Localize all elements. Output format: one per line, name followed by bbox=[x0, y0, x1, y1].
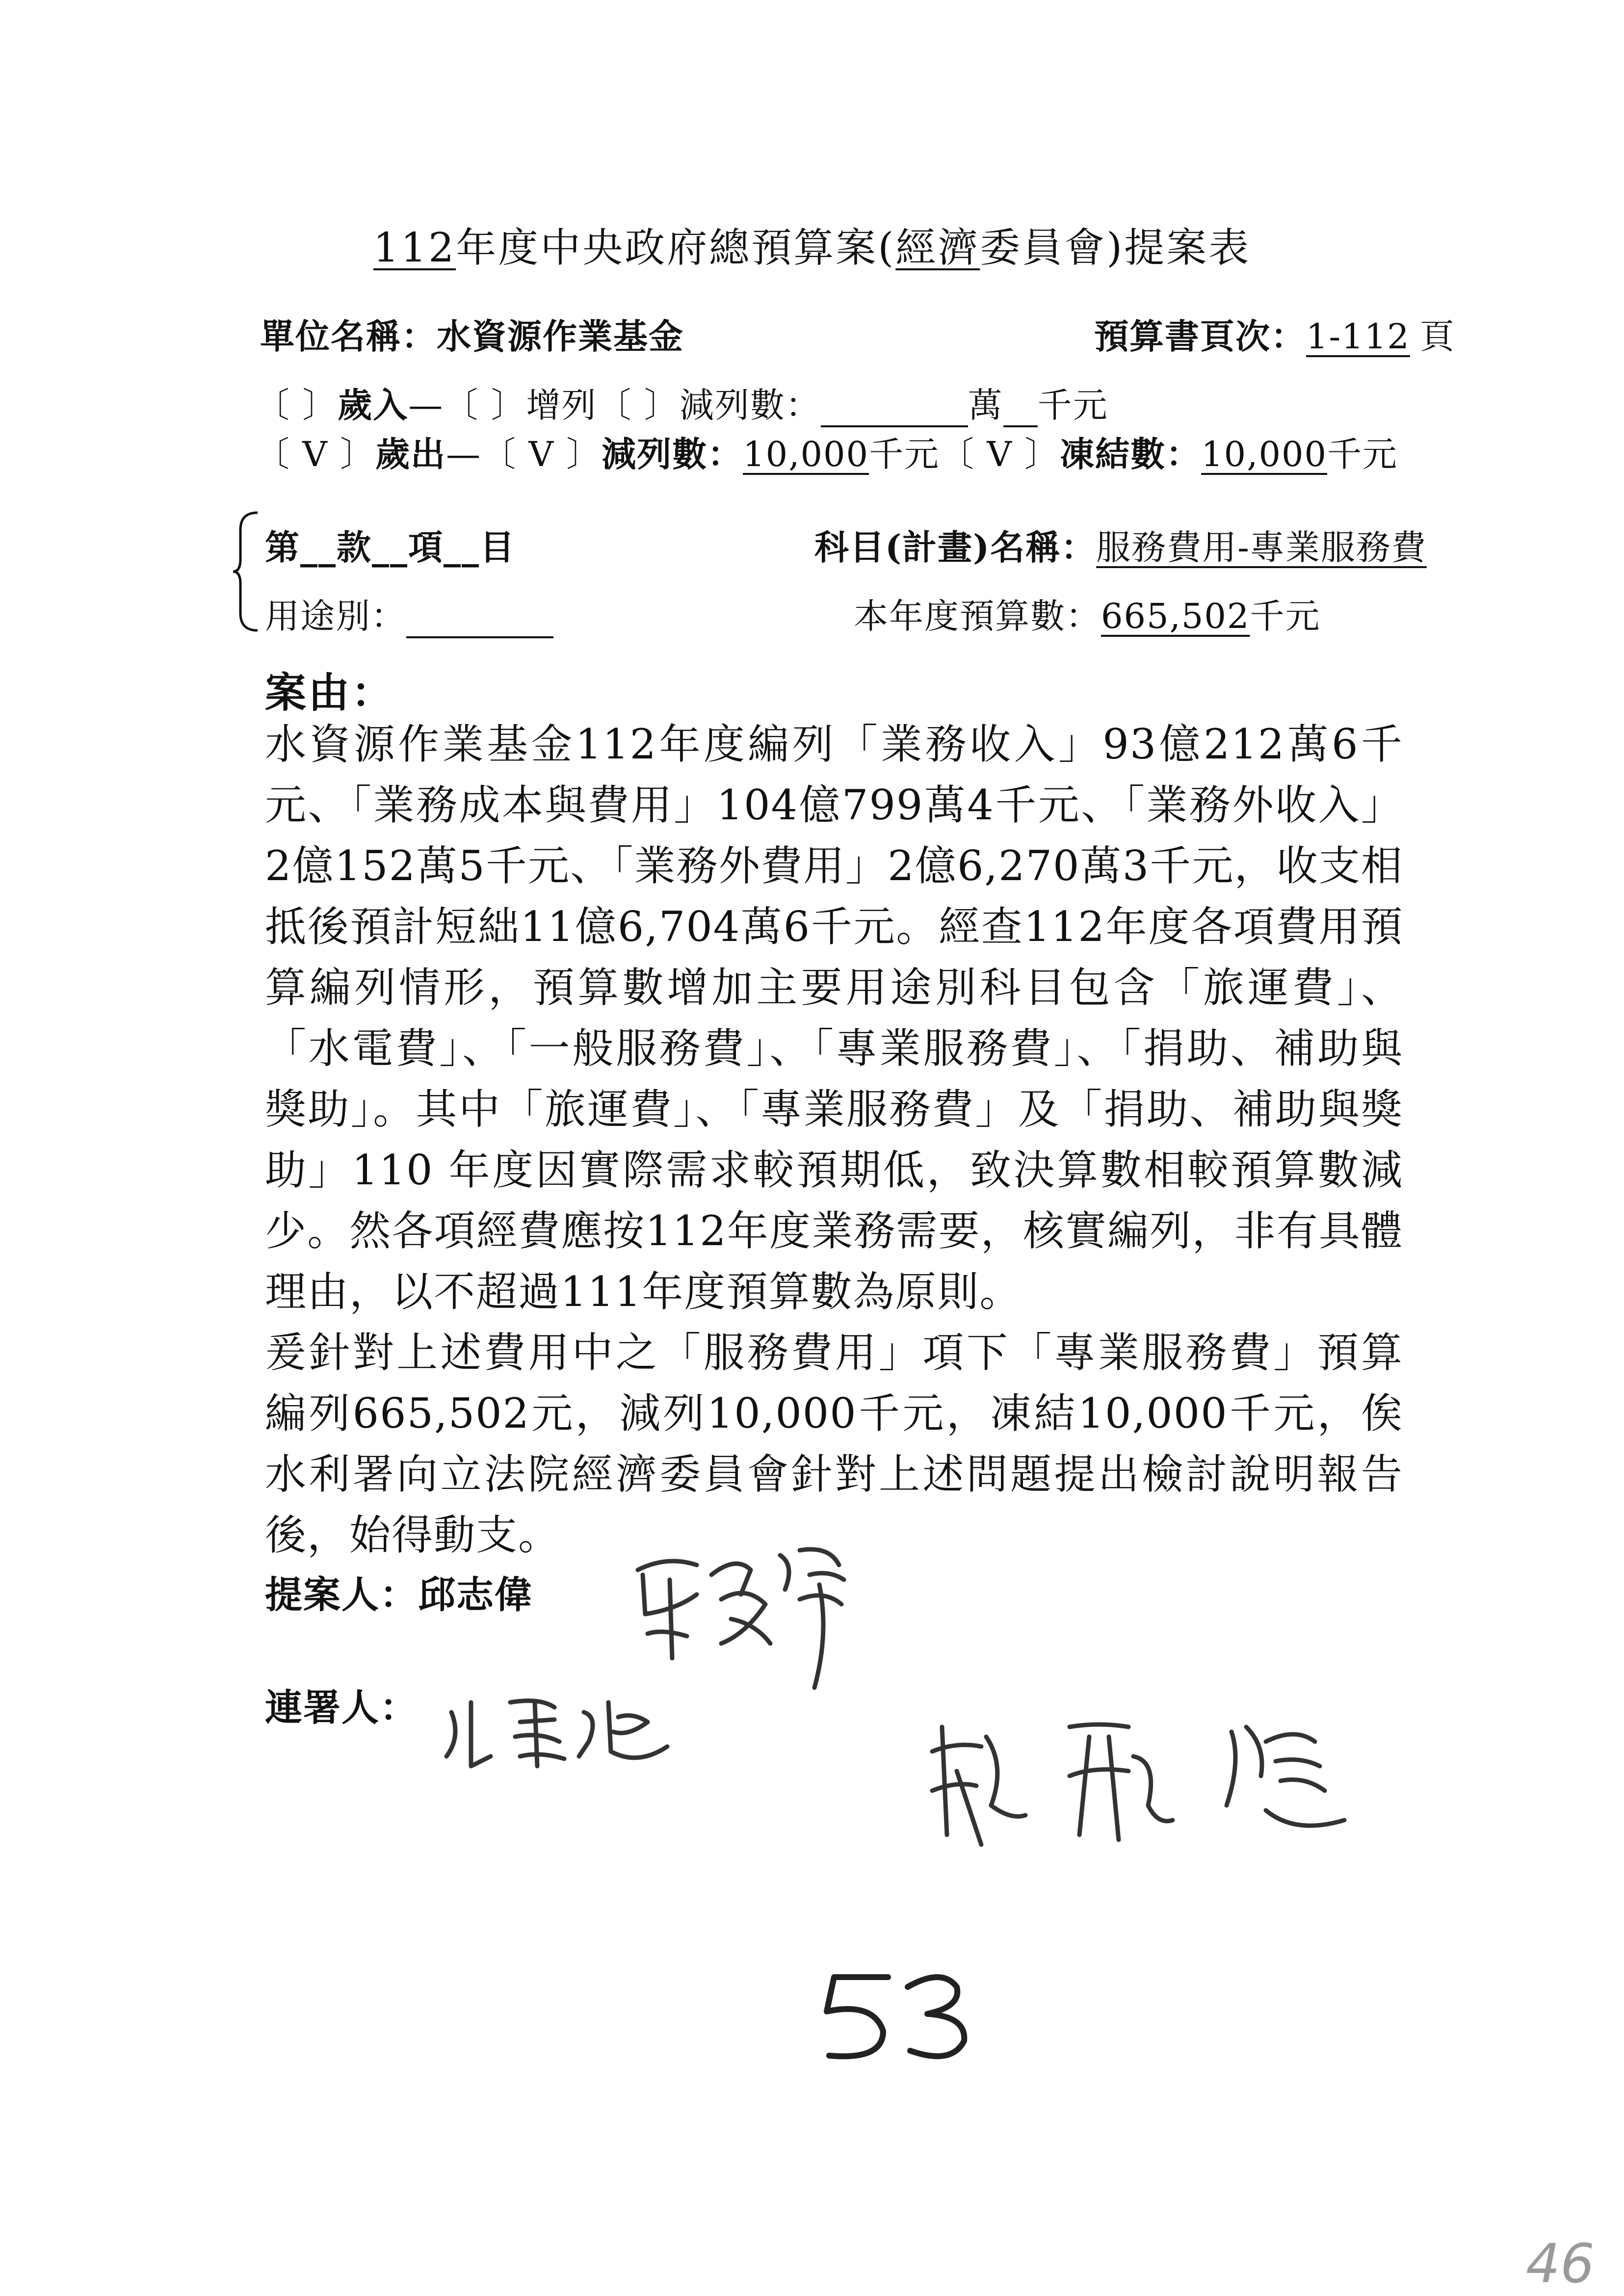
page-value: 1-112 bbox=[1306, 316, 1410, 357]
proposer-name: 邱志偉 bbox=[418, 1573, 533, 1617]
unit-name bbox=[260, 309, 684, 359]
subject-name bbox=[814, 520, 1427, 570]
reduce-unit: 千元 bbox=[869, 434, 940, 474]
revenue-blank-amount bbox=[821, 385, 968, 427]
unit-value: 水資源作業基金 bbox=[437, 316, 684, 357]
cosigner-signature-1-strokes bbox=[442, 1683, 687, 1771]
revenue-inc-dec: 〔 〕增列〔 〕減列數： bbox=[444, 385, 821, 425]
reason-paragraph: 爰針對上述費用中之「服務費用」項下「專業服務費」預算編列665,502元，減列10,000千元，凍結10,000千元，俟水利署向立法院經濟委員會針對上述問題提出檢討說明報告後，始得動支。 bbox=[265, 1329, 1403, 1559]
budget-page-ref bbox=[1094, 309, 1455, 359]
revenue-line bbox=[255, 378, 1108, 427]
use-label: 用途別： bbox=[265, 596, 406, 636]
proposer-signature-strokes bbox=[623, 1536, 849, 1697]
title-committee: 經濟 bbox=[895, 225, 980, 271]
page-number-strokes bbox=[814, 1967, 976, 2065]
freeze-value: 10,000 bbox=[1201, 434, 1328, 474]
budget-label: 本年度預算數： bbox=[854, 596, 1101, 636]
title-year: 112 bbox=[373, 225, 456, 271]
revenue-unit-wan: 萬 bbox=[968, 385, 1003, 425]
reason-heading: 案由： bbox=[265, 668, 395, 717]
page-label: 預算書頁次： bbox=[1094, 316, 1306, 357]
budget-value: 665,502 bbox=[1101, 596, 1250, 636]
subject-value: 服務費用-專業服務費 bbox=[1096, 527, 1427, 568]
expense-check: 〔 V 〕 bbox=[255, 434, 376, 474]
freeze-check: 〔 V 〕 bbox=[940, 434, 1060, 474]
cosigner-signature bbox=[442, 1683, 687, 1771]
archive-number: 46 bbox=[1526, 2232, 1595, 2295]
account-item: 第__款__項__目 bbox=[265, 527, 515, 568]
revenue-check: 〔 〕 bbox=[255, 385, 338, 425]
brace-shape bbox=[231, 510, 260, 633]
cosigner-signature bbox=[922, 1707, 1364, 1854]
revenue-label: 歲入 bbox=[338, 385, 409, 425]
page-number-handwritten bbox=[814, 1967, 976, 2065]
title-pre: 年度中央政府總預算案( bbox=[456, 225, 896, 271]
account-brace bbox=[231, 510, 260, 633]
freeze-label: 凍結數： bbox=[1060, 434, 1202, 474]
revenue-unit-qian: 千元 bbox=[1037, 385, 1108, 425]
reduce-check: 〔 V 〕 bbox=[481, 434, 602, 474]
proposer bbox=[265, 1565, 533, 1618]
cosigner-signature-2-strokes bbox=[922, 1707, 1364, 1854]
reason-paragraph: 水資源作業基金112年度編列「業務收入」93億212萬6千元、「業務成本與費用」104億799萬4千元、「業務外收入」2億152萬5千元、「業務外費用」2億6,270萬3千元，收支相抵後預計短絀11億6,704萬6千元。經查112年度各項費用預算編列情形，預算數增加主要用途別科目包含「旅運費」、「水電費」、「一般服務費」、「專業服務費」、「捐助、補助與獎助」。其中「旅運費」、「專業服務費」及「捐助、補助與獎助」110 年度因實際需求較預期低，致決算數相較預算數減少。然各項經費應按112年度業務需要，核實編列，非有具體理由，以不超過111年度預算數為原則。 bbox=[265, 720, 1403, 1316]
freeze-unit: 千元 bbox=[1327, 434, 1398, 474]
cosigner-label: 連署人： bbox=[265, 1686, 418, 1729]
revenue-dash: — bbox=[408, 385, 444, 425]
use-blank bbox=[406, 596, 553, 638]
current-budget bbox=[854, 589, 1320, 638]
form-title bbox=[0, 216, 1624, 273]
expense-label: 歲出 bbox=[375, 434, 446, 474]
reduce-value: 10,000 bbox=[743, 434, 869, 474]
proposer-signature bbox=[623, 1536, 849, 1697]
revenue-blank-qian bbox=[1003, 385, 1038, 427]
use-category bbox=[265, 589, 553, 638]
proposer-label: 提案人： bbox=[265, 1573, 418, 1617]
unit-label: 單位名稱： bbox=[260, 316, 437, 357]
expense-dash: — bbox=[446, 434, 482, 474]
reduce-label: 減列數： bbox=[602, 434, 743, 474]
subject-label: 科目(計畫)名稱： bbox=[814, 527, 1097, 568]
title-post: 委員會)提案表 bbox=[980, 225, 1251, 271]
page-unit: 頁 bbox=[1419, 316, 1455, 357]
expense-line bbox=[255, 427, 1398, 476]
budget-unit: 千元 bbox=[1250, 596, 1321, 636]
reason-body bbox=[265, 714, 1403, 1565]
